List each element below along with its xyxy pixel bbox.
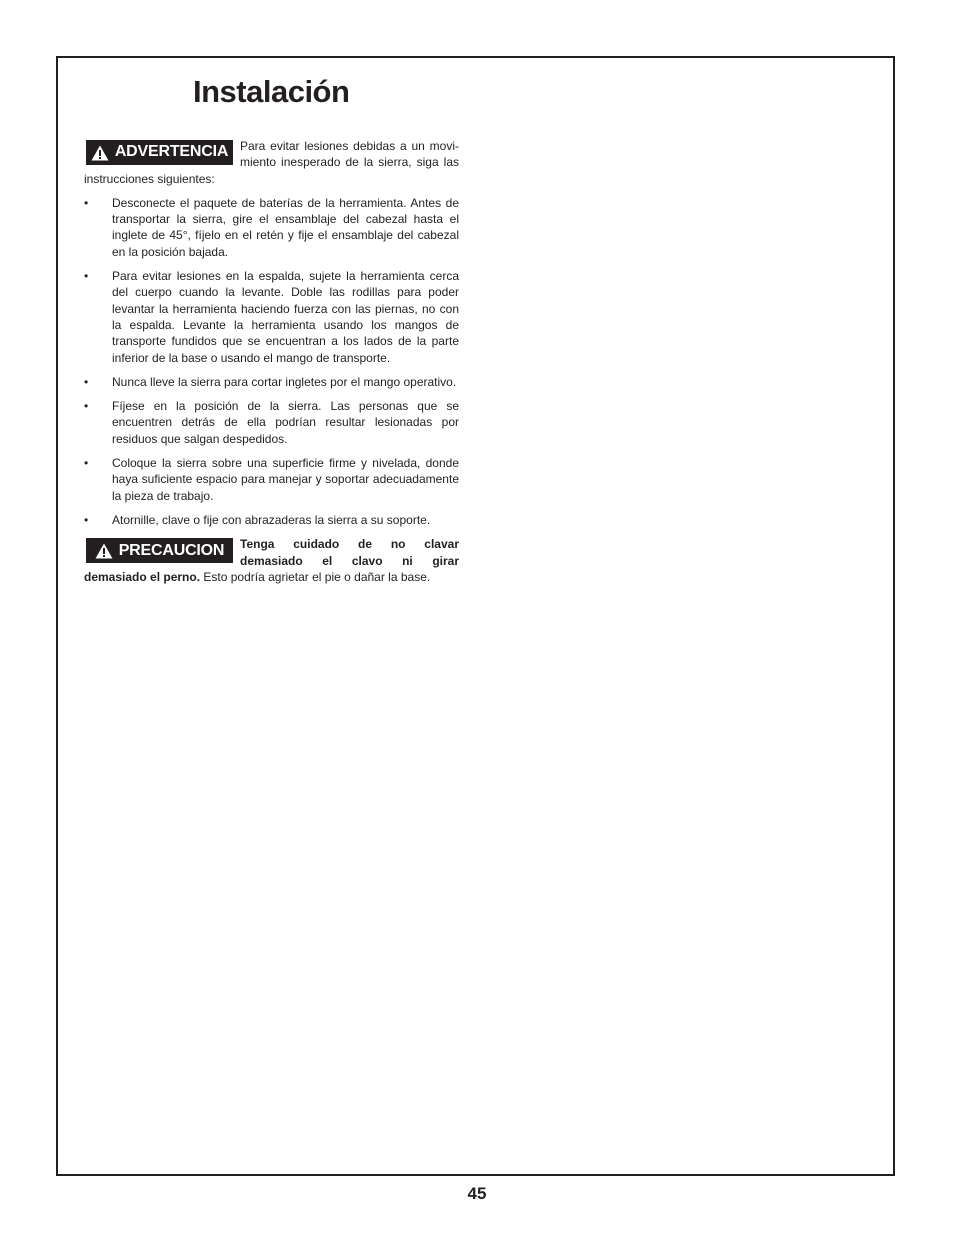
warning-block xyxy=(84,138,459,187)
list-item xyxy=(84,398,459,447)
page-number: 45 xyxy=(467,1184,487,1203)
caution-badge xyxy=(86,538,233,563)
safety-list xyxy=(84,195,459,528)
list-item-text: Para evitar lesiones en la espalda, sujete la herramienta cerca del cuerpo cuando la levante. Doble las rodillas para poder levantar la herramienta haciendo fuerza con las piernas, no con la espalda. Levante la herramienta usando los mangos de transporte fundidos que se encuentran a los lados de la parte inferior de la base o usando el mango de transporte. xyxy=(112,269,459,365)
bullet: • xyxy=(84,456,89,471)
warning-label: ADVERTENCIA xyxy=(114,143,229,161)
caution-bold-text: Tenga cuidado de no clavar demasiado el clavo ni girar demasiado el perno. xyxy=(84,537,459,584)
list-item-text: Atornille, clave o fije con abrazaderas la sierra a su soporte. xyxy=(112,512,431,527)
list-item xyxy=(84,195,459,260)
warning-triangle-icon xyxy=(95,543,113,559)
content-column xyxy=(84,138,459,585)
bullet: • xyxy=(84,399,89,414)
list-item-text: Coloque la sierra sobre una superficie firme y nivelada, donde haya suficiente espacio para manejar y soportar adecuadamente la pieza de trabajo. xyxy=(112,456,459,503)
list-item xyxy=(84,455,459,504)
list-item-text: Nunca lleve la sierra para cortar ingletes por el mango operativo. xyxy=(112,374,457,389)
caution-text: Esto podría agrietar el pie o dañar la base. xyxy=(203,569,431,584)
bullet: • xyxy=(84,512,89,527)
list-item-text: Desconecte el paquete de baterías de la herramienta. Antes de transportar la sierra, gire el ensamblaje del cabezal hasta el inglete de 45°, fíjelo en el retén y fije el ensamblaje del cabezal en la posición bajada. xyxy=(112,195,459,259)
bullet: • xyxy=(84,374,89,389)
warning-text: Para evitar lesiones debidas a un movi- miento inesperado de la sierra, siga las instrucciones siguientes: xyxy=(84,139,459,186)
bullet: • xyxy=(84,195,89,210)
bullet: • xyxy=(84,269,89,284)
caution-block xyxy=(84,536,459,585)
list-item xyxy=(84,512,459,528)
warning-badge xyxy=(86,140,233,165)
caution-label: PRECAUCION xyxy=(118,541,225,559)
warning-triangle-icon xyxy=(91,145,109,161)
list-item xyxy=(84,374,459,390)
list-item-text: Fíjese en la posición de la sierra. Las personas que se encuentren detrás de ella podrían resultar lesionadas por residuos que salgan despedidos. xyxy=(112,399,459,446)
list-item xyxy=(84,268,459,366)
page-title: Instalación xyxy=(193,74,350,109)
